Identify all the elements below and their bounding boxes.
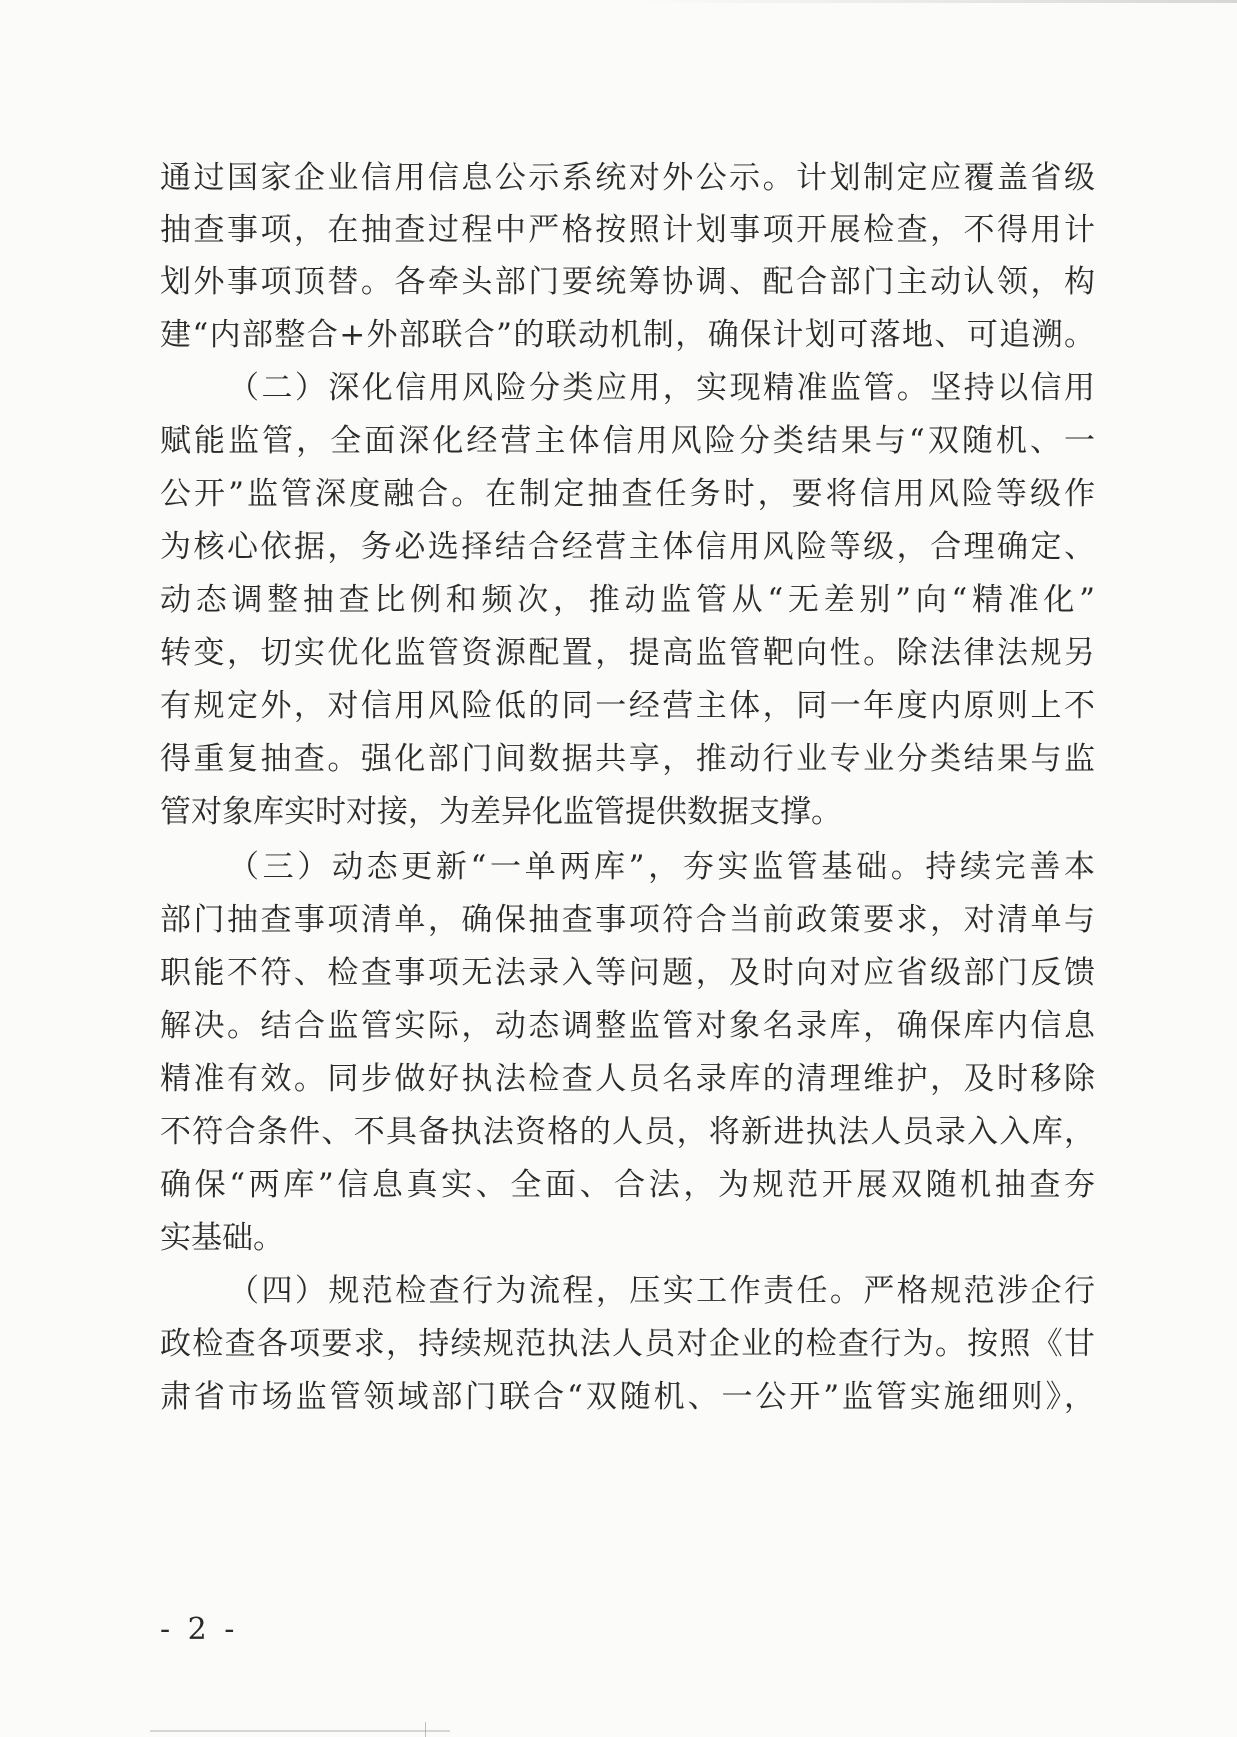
text-line: 建“内部整合+外部联合”的联动机制，确保计划可落地、可追溯。 bbox=[160, 317, 1095, 353]
text-line: 有规定外，对信用风险低的同一经营主体，同一年度内原则上不 bbox=[160, 688, 1095, 724]
text-line: 赋能监管，全面深化经营主体信用风险分类结果与“双随机、一 bbox=[160, 423, 1095, 459]
text-line: 政检查各项要求，持续规范执法人员对企业的检查行为。按照《甘 bbox=[160, 1326, 1095, 1362]
text-line: 肃省市场监管领域部门联合“双随机、一公开”监管实施细则》， bbox=[160, 1379, 1095, 1415]
scan-artifact-tick bbox=[425, 1722, 426, 1737]
text-line: 精准有效。同步做好执法检查人员名录库的清理维护，及时移除 bbox=[160, 1061, 1095, 1097]
scan-artifact-top bbox=[640, 0, 1237, 3]
text-line: 划外事项顶替。各牵头部门要统筹协调、配合部门主动认领，构 bbox=[160, 264, 1095, 300]
text-line: 得重复抽查。强化部门间数据共享，推动行业专业分类结果与监 bbox=[160, 741, 1095, 777]
section-heading-3: （三）动态更新“一单两库”，夯实监管基础。持续完善本 bbox=[228, 849, 1095, 885]
text-line: 不符合条件、不具备执法资格的人员，将新进执法人员录入入库， bbox=[160, 1114, 1095, 1150]
text-line: 管对象库实时对接，为差异化监管提供数据支撑。 bbox=[160, 794, 842, 830]
text-line: 公开”监管深度融合。在制定抽查任务时，要将信用风险等级作 bbox=[160, 476, 1095, 512]
page-number: - 2 - bbox=[160, 1612, 239, 1647]
text-line: 实基础。 bbox=[160, 1220, 284, 1256]
section-heading-4: （四）规范检查行为流程，压实工作责任。严格规范涉企行 bbox=[228, 1273, 1095, 1309]
text-line: 职能不符、检查事项无法录入等问题，及时向对应省级部门反馈 bbox=[160, 955, 1095, 991]
text-line: 为核心依据，务必选择结合经营主体信用风险等级，合理确定、 bbox=[160, 529, 1095, 565]
scan-artifact-bottom bbox=[150, 1730, 450, 1732]
text-line: 通过国家企业信用信息公示系统对外公示。计划制定应覆盖省级 bbox=[160, 160, 1095, 196]
text-line: 部门抽查事项清单，确保抽查事项符合当前政策要求，对清单与 bbox=[160, 902, 1095, 938]
text-line: 抽查事项，在抽查过程中严格按照计划事项开展检查，不得用计 bbox=[160, 212, 1095, 248]
text-line: 动态调整抽查比例和频次，推动监管从“无差别”向“精准化” bbox=[160, 582, 1095, 618]
text-line: 转变，切实优化监管资源配置，提高监管靶向性。除法律法规另 bbox=[160, 635, 1095, 671]
text-line: 确保“两库”信息真实、全面、合法，为规范开展双随机抽查夯 bbox=[160, 1167, 1095, 1203]
section-heading-2: （二）深化信用风险分类应用，实现精准监管。坚持以信用 bbox=[228, 370, 1095, 406]
text-line: 解决。结合监管实际，动态调整监管对象名录库，确保库内信息 bbox=[160, 1008, 1095, 1044]
